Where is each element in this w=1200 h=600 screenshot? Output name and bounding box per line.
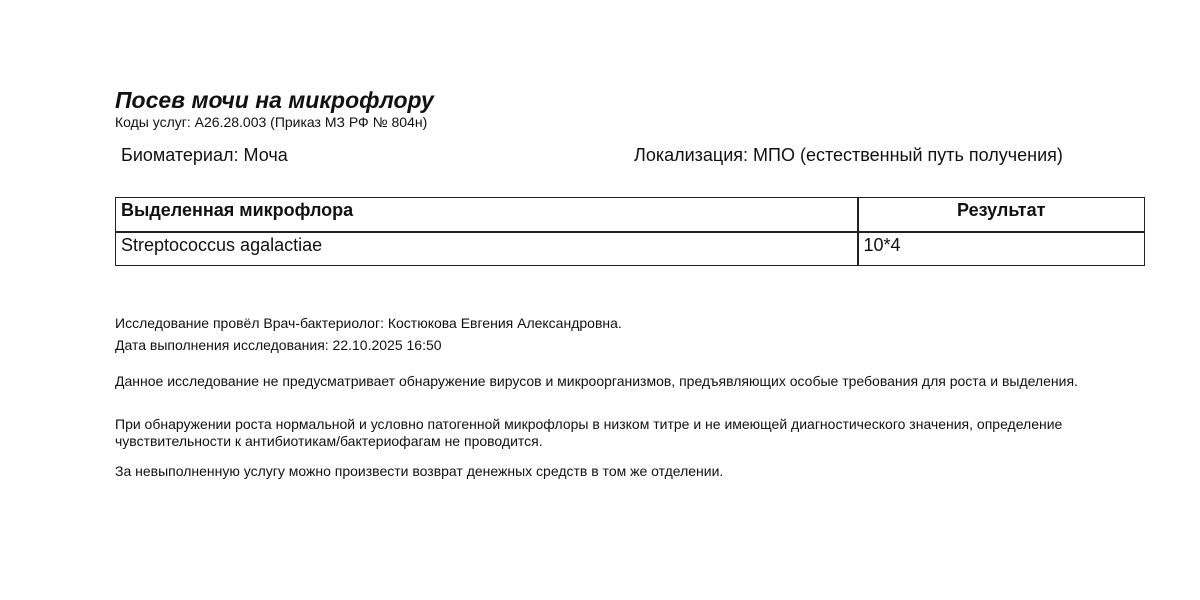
date-performed: Дата выполнения исследования: 22.10.2025 16:50 xyxy=(115,337,442,353)
report-title: Посев мочи на микрофлору xyxy=(115,87,434,113)
header-result: Результат xyxy=(858,198,1145,233)
note-refund: За невыполненную услугу можно произвести возврат денежных средств в том же отделении. xyxy=(115,463,724,479)
table-header-row xyxy=(116,198,1145,233)
cell-result: 10*4 xyxy=(858,232,1145,266)
biomaterial-label: Биоматериал: Моча xyxy=(121,145,288,165)
performed-by: Исследование провёл Врач-бактериолог: Костюкова Евгения Александровна. xyxy=(115,315,622,331)
service-codes: Коды услуг: A26.28.003 (Приказ МЗ РФ № 804н) xyxy=(115,114,428,130)
note-viruses: Данное исследование не предусматривает обнаружение вирусов и микроорганизмов, предъявляющих особые требования для роста и выделения. xyxy=(115,373,1078,389)
cell-organism: Streptococcus agalactiae xyxy=(116,232,858,266)
localization-label: Локализация: МПО (естественный путь получения) xyxy=(634,145,1063,165)
table-row xyxy=(116,232,1145,266)
header-isolated-microflora: Выделенная микрофлора xyxy=(116,198,858,233)
note-sensitivity: При обнаружении роста нормальной и условно патогенной микрофлоры в низком титре и не имеющей диагностического значения, определение чувствительности к антибиотикам/бактериофагам не проводится. xyxy=(115,416,1063,449)
results-table xyxy=(115,197,1145,266)
